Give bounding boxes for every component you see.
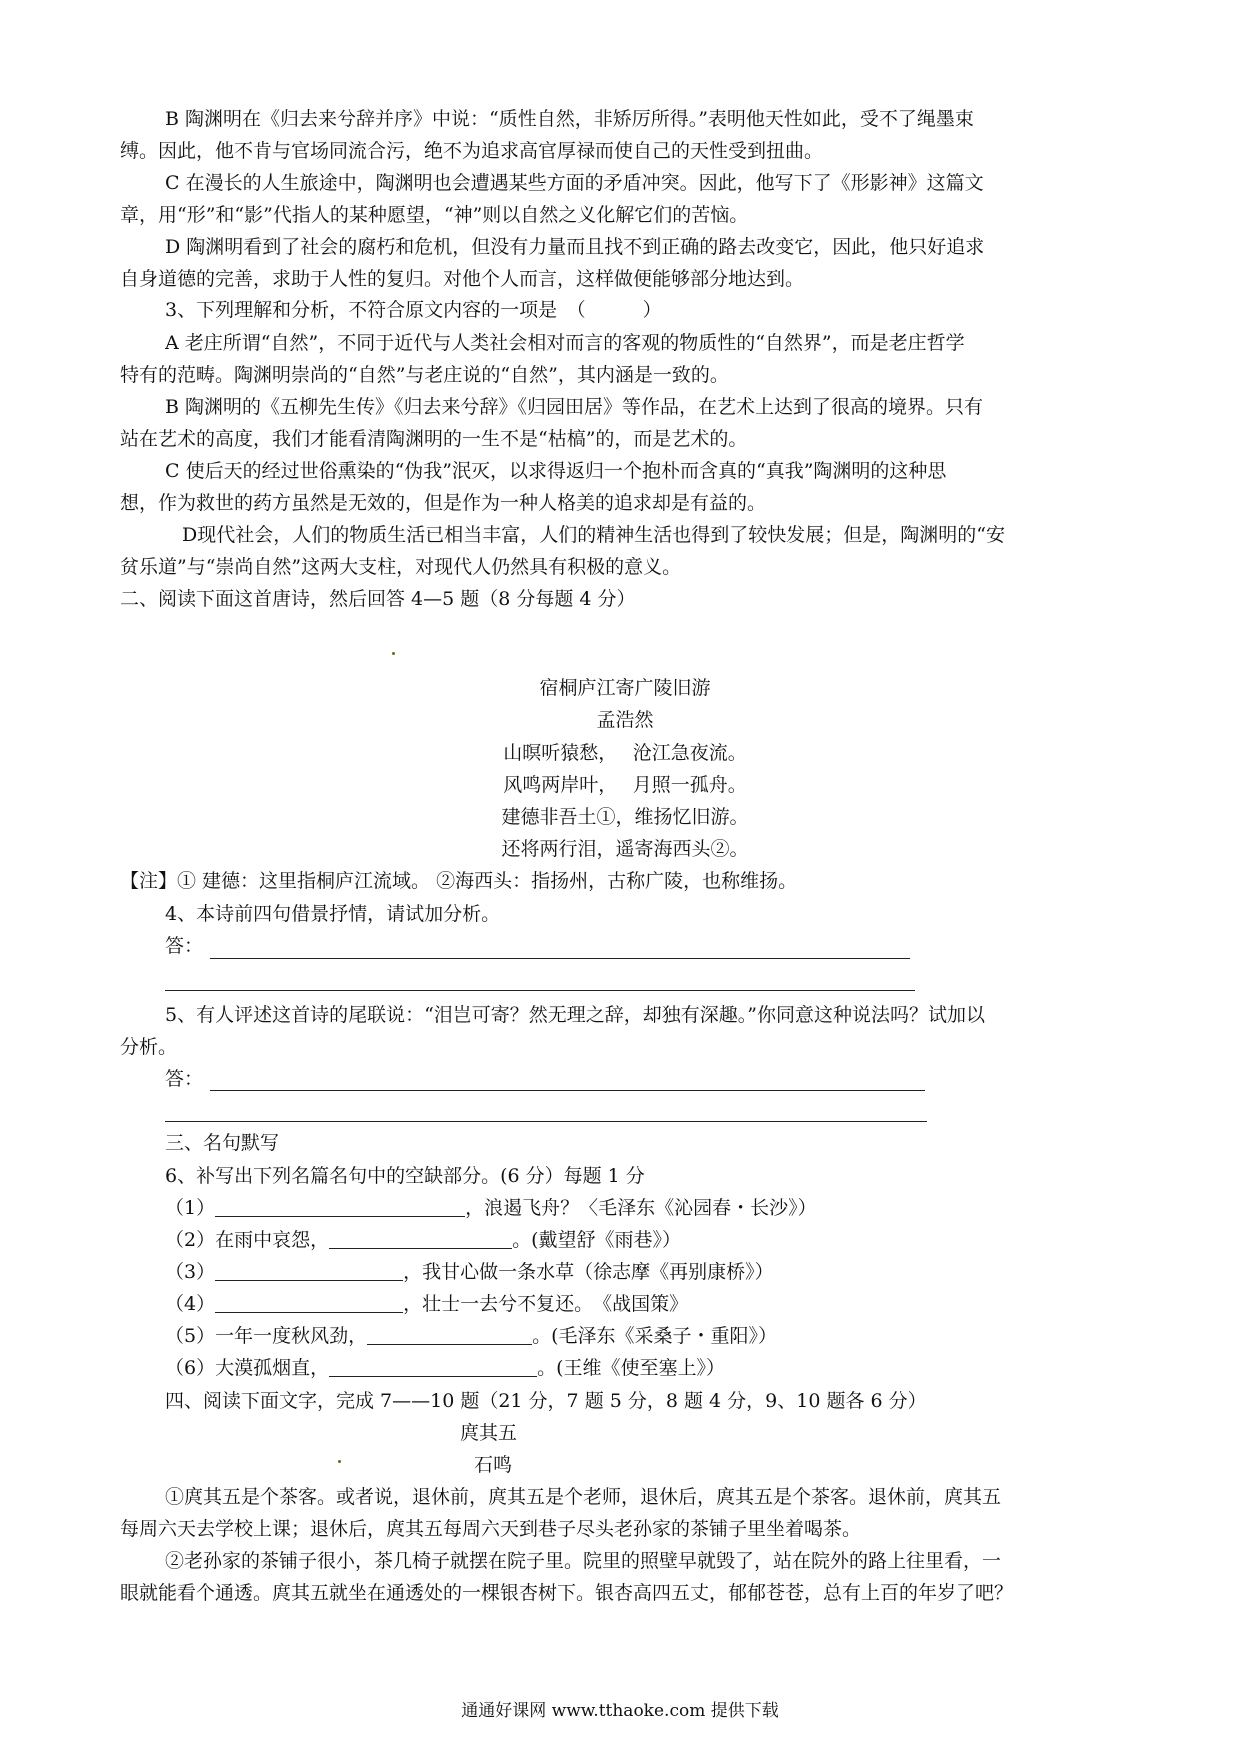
page-footer: 通通好课网 www.tthaoke.com 提供下载: [461, 1701, 779, 1721]
q4-answer-label: 答：: [165, 935, 204, 957]
poem-author: 孟浩然: [596, 709, 654, 731]
q6-item-6-before: 大漠孤烟直，: [215, 1357, 330, 1379]
story-p2-line1: ②老孙家的茶铺子很小，茶几椅子就摆在院子里。院里的照壁早就毁了，站在院外的路上往里看，一: [165, 1550, 1002, 1572]
q6-item-2-after: 。(戴望舒《雨巷》）: [512, 1229, 682, 1251]
q2-option-b-line1: B 陶渊明在《归去来兮辞并序》中说：“质性自然，非矫厉所得。”表明他天性如此，受不了绳墨束: [165, 108, 974, 130]
scan-speck: [338, 1460, 341, 1463]
q2-option-b-line2: 缚。因此，他不肯与官场同流合污，绝不为追求高官厚禄而使自己的天性受到扭曲。: [120, 140, 824, 162]
q6-item-6-blank[interactable]: [329, 1357, 537, 1377]
story-p1-line2: 每周六天去学校上课；退休后，庹其五每周六天到巷子尽头老孙家的茶铺子里坐着喝茶。: [120, 1518, 862, 1540]
poem-line-2: 风鸣两岸叶， 月照一孤舟。: [503, 774, 747, 796]
q4-stem: 4、本诗前四句借景抒情，请试加分析。: [165, 903, 501, 925]
section2-heading: 二、阅读下面这首唐诗，然后回答 4—5 题（8 分每题 4 分）: [120, 588, 636, 610]
q6-item-1: [165, 1196, 1130, 1220]
q3-option-d-line2: 贫乐道”与“崇尚自然”这两大支柱，对现代人仍然具有积极的意义。: [120, 556, 682, 578]
q2-option-c-line1: C 在漫长的人生旅途中，陶渊明也会遭遇某些方面的矛盾冲突。因此，他写下了《形影神》这篇文: [165, 172, 984, 194]
story-p2-line2: 眼就能看个通透。庹其五就坐在通透处的一棵银杏树下。银杏高四五丈，郁郁苍苍，总有上百的年岁了吧？: [120, 1582, 1014, 1604]
section4-heading: 四、阅读下面文字，完成 7——10 题（21 分，7 题 5 分，8 题 4 分，9、10 题各 6 分）: [165, 1390, 927, 1412]
q2-option-c-line2: 章，用“形”和“影”代指人的某种愿望，“神”则以自然之义化解它们的苦恼。: [120, 204, 749, 226]
q5-stem-line1: 5、有人评述这首诗的尾联说：“泪岂可寄？然无理之辞，却独有深趣。”你同意这种说法吗？试加以: [165, 1004, 986, 1026]
q5-stem-line2: 分析。: [120, 1036, 178, 1058]
q3-option-a-line2: 特有的范畴。陶渊明崇尚的“自然”与老庄说的“自然”，其内涵是一致的。: [120, 364, 729, 386]
q6-item-4: [165, 1292, 1130, 1316]
q3-option-c-line2: 想，作为救世的药方虽然是无效的，但是作为一种人格美的追求却是有益的。: [120, 492, 767, 514]
q6-item-6-num: （6）: [165, 1357, 216, 1379]
q6-item-2-before: 在雨中哀怨，: [215, 1229, 330, 1251]
q6-item-3: [165, 1260, 1130, 1284]
poem-line-3: 建德非吾土①，维扬忆旧游。: [501, 806, 749, 828]
q6-item-5-blank[interactable]: [367, 1325, 532, 1345]
q5-answer-line-1[interactable]: [210, 1090, 925, 1091]
poem-line-4: 还将两行泪，遥寄海西头②。: [501, 838, 749, 860]
story-p1-line1: ①庹其五是个茶客。或者说，退休前，庹其五是个老师，退休后，庹其五是个茶客。退休前，庹其五: [165, 1486, 1002, 1508]
q6-item-4-after: ，壮士一去兮不复还。 《战国策》: [403, 1293, 689, 1315]
q6-item-3-after: ，我甘心做一条水草（徐志摩《再别康桥》）: [403, 1261, 774, 1283]
q5-answer-label: 答：: [165, 1068, 204, 1090]
q4-answer-line-1[interactable]: [210, 958, 910, 959]
q6-item-3-blank[interactable]: [215, 1261, 403, 1281]
story-title: 庹其五: [460, 1422, 518, 1444]
q6-item-5-num: （5）: [165, 1325, 216, 1347]
q6-stem: 6、补写出下列名篇名句中的空缺部分。(6 分）每题 1 分: [165, 1165, 645, 1187]
q6-item-2: [165, 1228, 1130, 1252]
q3-stem: 3、下列理解和分析，不符合原文内容的一项是 （ ）: [165, 299, 662, 321]
q6-item-2-num: （2）: [165, 1229, 216, 1251]
q6-item-6-after: 。(王维《使至塞上》）: [537, 1357, 726, 1379]
q6-item-3-num: （3）: [165, 1261, 216, 1283]
poem-line-1: 山暝听猿愁， 沧江急夜流。: [503, 742, 747, 764]
story-author: 石鸣: [474, 1454, 513, 1476]
q6-item-4-num: （4）: [165, 1293, 216, 1315]
q3-option-b-line1: B 陶渊明的《五柳先生传》《归去来兮辞》《归园田居》等作品，在艺术上达到了很高的境界。只有: [165, 396, 984, 418]
scan-speck: [392, 652, 395, 655]
q6-item-1-num: （1）: [165, 1197, 216, 1219]
q2-option-d-line2: 自身道德的完善，求助于人性的复归。对他个人而言，这样做便能够部分地达到。: [120, 268, 805, 290]
q3-option-d-line1: D现代社会，人们的物质生活已相当丰富，人们的精神生活也得到了较快发展；但是，陶渊明的“安: [182, 524, 1005, 546]
q4-answer-line-2[interactable]: [165, 990, 915, 991]
section3-heading: 三、名句默写: [165, 1132, 280, 1154]
q3-option-a-line1: A 老庄所谓“自然”，不同于近代与人类社会相对而言的客观的物质性的“自然界”，而是老庄哲学: [165, 332, 965, 354]
q2-option-d-line1: D 陶渊明看到了社会的腐朽和危机，但没有力量而且找不到正确的路去改变它，因此，他只好追求: [165, 236, 985, 258]
q6-item-4-blank[interactable]: [215, 1293, 403, 1313]
q6-item-5: [165, 1324, 1130, 1348]
q6-item-1-blank[interactable]: [215, 1197, 465, 1217]
q6-item-1-after: ，浪遏飞舟？〈毛泽东《沁园春・长沙》）: [465, 1197, 817, 1219]
q3-option-c-line1: C 使后天的经过世俗熏染的“伪我”泯灭，以求得返归一个抱朴而含真的“真我”陶渊明的这种思: [165, 460, 947, 482]
poem-title: 宿桐庐江寄广陵旧游: [539, 677, 711, 699]
q6-item-5-after: 。(毛泽东《采桑子・重阳》）: [532, 1325, 778, 1347]
poem-note: 【注】① 建德：这里指桐庐江流域。 ②海西头：指扬州，古称广陵，也称维扬。: [120, 870, 798, 892]
q5-answer-line-2[interactable]: [165, 1121, 927, 1122]
q6-item-6: [165, 1356, 1130, 1380]
q6-item-5-before: 一年一度秋风劲，: [215, 1325, 368, 1347]
q6-item-2-blank[interactable]: [329, 1229, 512, 1249]
q3-option-b-line2: 站在艺术的高度，我们才能看清陶渊明的一生不是“枯槁”的，而是艺术的。: [120, 428, 748, 450]
